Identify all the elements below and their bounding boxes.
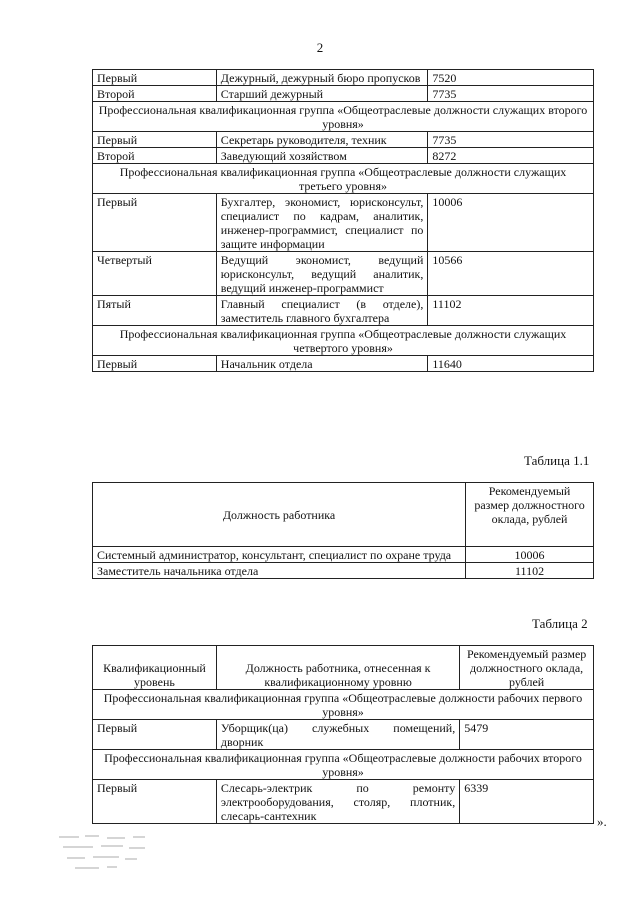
group-heading-row <box>93 326 594 356</box>
header-salary: Рекомендуемый размер должностного оклада, рублей <box>460 646 594 690</box>
salary-table-2 <box>92 645 594 824</box>
header-position: Должность работника, отнесенная к квалификационному уровню <box>216 646 459 690</box>
salary-cell: 8272 <box>428 148 594 164</box>
position-cell: Уборщик(ца) служебных помещений, дворник <box>216 720 459 750</box>
position-cell: Заместитель начальника отдела <box>93 563 466 579</box>
salary-cell: 7735 <box>428 132 594 148</box>
position-cell: Слесарь-электрик по ремонту электрооборудования, столяр, плотник, слесарь-сантехник <box>216 780 459 824</box>
closing-quote: ». <box>597 814 607 829</box>
table-header-row <box>93 646 594 690</box>
level-cell: Первый <box>93 70 217 86</box>
position-cell: Начальник отдела <box>216 356 428 372</box>
table-row <box>93 252 594 296</box>
header-position: Должность работника <box>93 483 466 547</box>
group-heading: Профессиональная квалификационная группа «Общеотраслевые должности рабочих первого уровня» <box>93 690 594 720</box>
group-heading: Профессиональная квалификационная группа «Общеотраслевые должности служащих четвертого уровня» <box>93 326 594 356</box>
salary-cell: 10006 <box>466 547 594 563</box>
level-cell: Первый <box>93 132 217 148</box>
table-row <box>93 86 594 102</box>
faint-stamp-icon <box>55 832 165 874</box>
level-cell: Пятый <box>93 296 217 326</box>
level-cell: Первый <box>93 720 217 750</box>
group-heading-row <box>93 750 594 780</box>
group-heading-row <box>93 690 594 720</box>
salary-cell: 11102 <box>466 563 594 579</box>
table-row <box>93 132 594 148</box>
level-cell: Первый <box>93 194 217 252</box>
salary-cell: 10006 <box>428 194 594 252</box>
table-row <box>93 356 594 372</box>
position-cell: Ведущий экономист, ведущий юрисконсульт, ведущий аналитик, ведущий инженер-программист <box>216 252 428 296</box>
table-row <box>93 148 594 164</box>
header-level: Квалификационный уровень <box>93 646 217 690</box>
salary-cell: 6339 <box>460 780 594 824</box>
salary-table-1 <box>92 69 594 372</box>
position-cell: Старший дежурный <box>216 86 428 102</box>
table-1-1-label: Таблица 1.1 <box>524 453 590 468</box>
table-row <box>93 70 594 86</box>
table-row <box>93 563 594 579</box>
table-row <box>93 296 594 326</box>
salary-cell: 11640 <box>428 356 594 372</box>
table-header-row <box>93 483 594 547</box>
position-cell: Главный специалист (в отделе), заместитель главного бухгалтера <box>216 296 428 326</box>
table-2-label: Таблица 2 <box>532 616 588 631</box>
header-salary: Рекомендуемый размер должностного оклада, рублей <box>466 483 594 547</box>
position-cell: Системный администратор, консультант, специалист по охране труда <box>93 547 466 563</box>
level-cell: Четвертый <box>93 252 217 296</box>
table-row <box>93 780 594 824</box>
page-number: 2 <box>316 40 324 55</box>
group-heading-row <box>93 102 594 132</box>
salary-cell: 7735 <box>428 86 594 102</box>
salary-table-1-1 <box>92 482 594 579</box>
salary-cell: 5479 <box>460 720 594 750</box>
group-heading: Профессиональная квалификационная группа «Общеотраслевые должности рабочих второго уровня» <box>93 750 594 780</box>
position-cell: Дежурный, дежурный бюро пропусков <box>216 70 428 86</box>
group-heading-row <box>93 164 594 194</box>
position-cell: Секретарь руководителя, техник <box>216 132 428 148</box>
level-cell: Второй <box>93 86 217 102</box>
table-row <box>93 194 594 252</box>
group-heading: Профессиональная квалификационная группа «Общеотраслевые должности служащих третьего уровня» <box>93 164 594 194</box>
position-cell: Бухгалтер, экономист, юрисконсульт, специалист по кадрам, аналитик, инженер-программист, специалист по защите информации <box>216 194 428 252</box>
salary-cell: 11102 <box>428 296 594 326</box>
table-row <box>93 547 594 563</box>
level-cell: Первый <box>93 356 217 372</box>
level-cell: Первый <box>93 780 217 824</box>
level-cell: Второй <box>93 148 217 164</box>
salary-cell: 7520 <box>428 70 594 86</box>
position-cell: Заведующий хозяйством <box>216 148 428 164</box>
table-row <box>93 720 594 750</box>
group-heading: Профессиональная квалификационная группа «Общеотраслевые должности служащих второго уровня» <box>93 102 594 132</box>
salary-cell: 10566 <box>428 252 594 296</box>
